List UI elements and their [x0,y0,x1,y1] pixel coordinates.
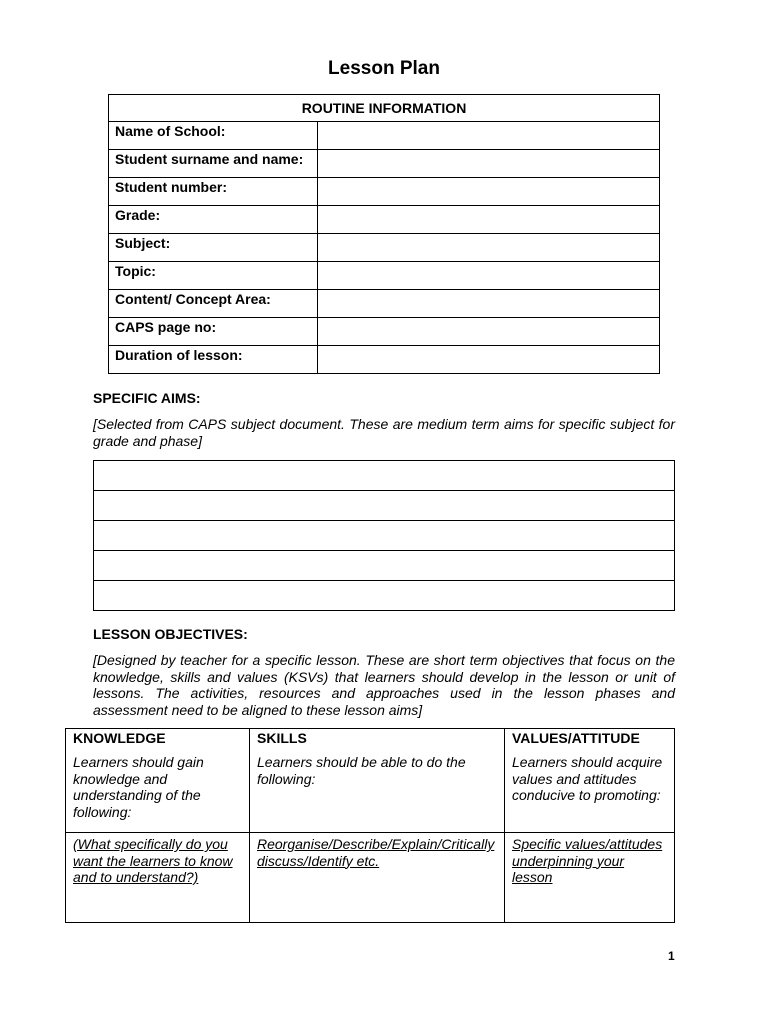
column-description: Learners should gain knowledge and understanding of the following: [73,754,204,820]
routine-row-grade [109,206,660,234]
column-description: Learners should acquire values and attitudes conducive to promoting: [512,754,663,803]
column-example: Reorganise/Describe/Explain/Critically discuss/Identify etc. [257,836,495,869]
caps-page-field[interactable] [318,318,660,346]
subject-field[interactable] [318,234,660,262]
aim-row-field[interactable] [94,581,675,611]
knowledge-example-cell[interactable] [66,833,250,923]
field-label: Topic: [109,262,318,290]
aim-row-field[interactable] [94,551,675,581]
column-header: SKILLS [257,730,307,746]
topic-field[interactable] [318,262,660,290]
column-header: KNOWLEDGE [73,730,166,746]
column-example: Specific values/attitudes underpinning your lesson [512,836,663,885]
specific-aims-table [93,460,675,611]
aim-row-field[interactable] [94,491,675,521]
aim-row-field[interactable] [94,521,675,551]
school-name-field[interactable] [318,122,660,150]
objectives-table [65,728,675,923]
duration-field[interactable] [318,346,660,374]
values-example-cell[interactable] [505,833,675,923]
column-description: Learners should be able to do the following: [257,754,466,787]
routine-header: ROUTINE INFORMATION [109,95,660,122]
knowledge-column [66,729,250,833]
lesson-objectives-heading: LESSON OBJECTIVES: [93,626,248,642]
routine-row-student-name [109,150,660,178]
column-header: VALUES/ATTITUDE [512,730,640,746]
aim-row-field[interactable] [94,461,675,491]
skills-column [250,729,505,833]
student-number-field[interactable] [318,178,660,206]
student-name-field[interactable] [318,150,660,178]
routine-row-school [109,122,660,150]
page-number: 1 [668,949,675,963]
lesson-objectives-note: [Designed by teacher for a specific lesson. These are short term objectives that focus on the knowledge, skills and values (KSVs) that learners should develop in the lesson or unit of lessons. The activities, resources and approaches used in the lesson phases and assessment need to be aligned to these lesson aims] [93,652,675,718]
field-label: Subject: [109,234,318,262]
routine-row-caps-page [109,318,660,346]
routine-information-table [108,94,660,374]
content-area-field[interactable] [318,290,660,318]
routine-row-content [109,290,660,318]
field-label: CAPS page no: [109,318,318,346]
field-label: Grade: [109,206,318,234]
field-label: Name of School: [109,122,318,150]
field-label: Content/ Concept Area: [109,290,318,318]
specific-aims-note: [Selected from CAPS subject document. These are medium term aims for specific subject for grade and phase] [93,416,675,449]
grade-field[interactable] [318,206,660,234]
routine-row-subject [109,234,660,262]
field-label: Student surname and name: [109,150,318,178]
routine-row-duration [109,346,660,374]
values-column [505,729,675,833]
field-label: Duration of lesson: [109,346,318,374]
routine-row-topic [109,262,660,290]
specific-aims-heading: SPECIFIC AIMS: [93,390,201,406]
routine-row-student-number [109,178,660,206]
field-label: Student number: [109,178,318,206]
column-example: (What specifically do you want the learners to know and to understand?) [73,836,233,885]
skills-example-cell[interactable] [250,833,505,923]
page-title: Lesson Plan [328,58,440,79]
